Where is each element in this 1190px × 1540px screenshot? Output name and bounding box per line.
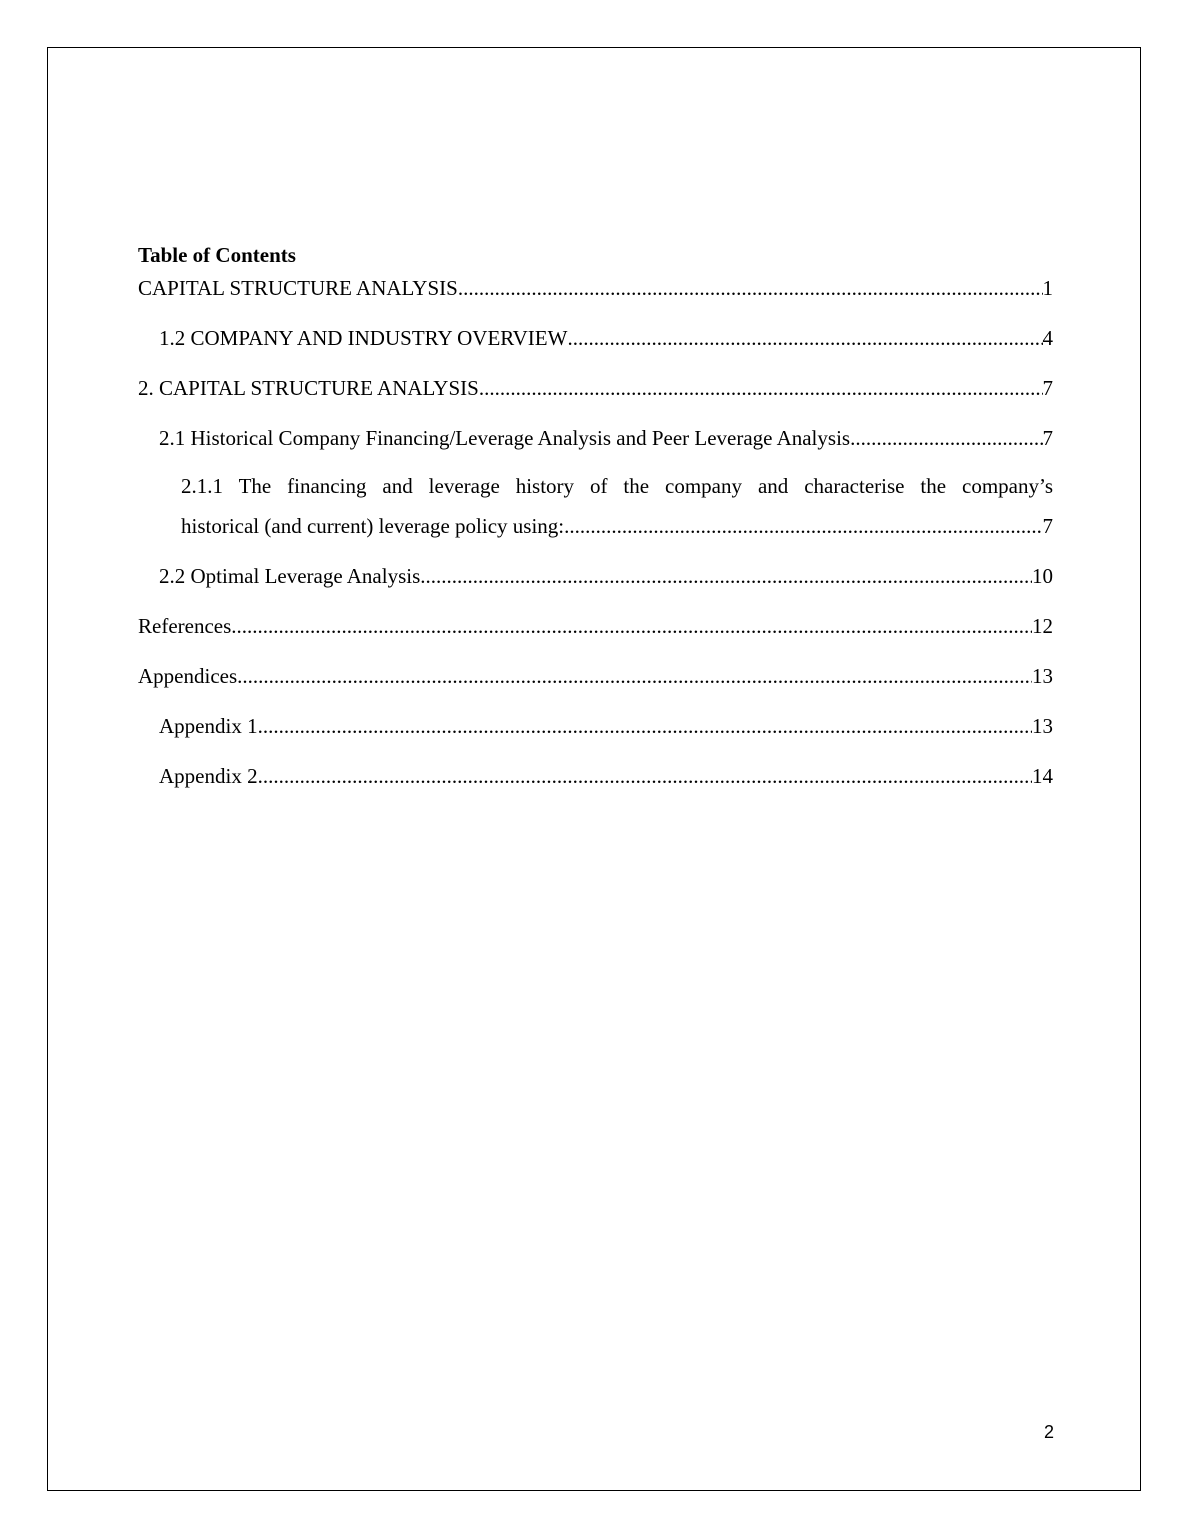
toc-entry-label: Appendices xyxy=(138,664,238,688)
toc-entry-label: Appendix 1 xyxy=(159,714,258,738)
toc-dot-leader xyxy=(237,664,1032,688)
toc-entry-2-capital-structure-analysis[interactable] xyxy=(138,376,1053,400)
toc-entry-historical-financing[interactable] xyxy=(138,426,1053,450)
toc-entry-label: CAPITAL STRUCTURE ANALYSIS xyxy=(138,276,458,300)
table-of-contents xyxy=(138,242,1053,788)
toc-entry-label: Appendix 2 xyxy=(159,764,258,788)
toc-entry-optimal-leverage[interactable] xyxy=(138,564,1053,588)
toc-dot-leader xyxy=(231,614,1032,638)
toc-entry-label-line2: historical (and current) leverage policy using: xyxy=(181,514,565,538)
toc-entry-page: 7 xyxy=(1042,426,1053,450)
toc-entry-page: 7 xyxy=(1042,514,1053,538)
toc-entry-page: 13 xyxy=(1032,664,1053,688)
toc-entry-financing-leverage-history[interactable] xyxy=(138,466,1053,546)
toc-dot-leader xyxy=(420,564,1032,588)
toc-dot-leader xyxy=(458,276,1043,300)
toc-dot-leader xyxy=(479,376,1043,400)
toc-entry-page: 1 xyxy=(1042,276,1053,300)
toc-dot-leader xyxy=(258,764,1032,788)
toc-dot-leader xyxy=(850,426,1042,450)
toc-entry-label: 1.2 COMPANY AND INDUSTRY OVERVIEW xyxy=(159,326,568,350)
toc-entry-label: References xyxy=(138,614,232,638)
toc-entry-page: 12 xyxy=(1032,614,1053,638)
toc-entry-label: 2. CAPITAL STRUCTURE ANALYSIS xyxy=(138,376,479,400)
toc-entry-page: 13 xyxy=(1032,714,1053,738)
toc-entry-line2 xyxy=(181,506,1053,546)
toc-entry-page: 7 xyxy=(1042,376,1053,400)
toc-dot-leader xyxy=(564,506,1042,546)
toc-entry-appendices[interactable] xyxy=(138,664,1053,688)
toc-entry-appendix-1[interactable] xyxy=(138,714,1053,738)
toc-heading: Table of Contents xyxy=(138,243,296,267)
toc-entry-page: 4 xyxy=(1042,326,1053,350)
toc-entry-label-line1: 2.1.1 The financing and leverage history of the company and characterise the company’s xyxy=(181,474,1053,498)
page-number: 2 xyxy=(1043,1422,1054,1442)
toc-entry-capital-structure-analysis[interactable] xyxy=(138,276,1053,300)
toc-entry-company-industry-overview[interactable] xyxy=(138,326,1053,350)
toc-entry-page: 14 xyxy=(1032,764,1053,788)
toc-dot-leader xyxy=(567,326,1042,350)
toc-entry-label: 2.1 Historical Company Financing/Leverage Analysis and Peer Leverage Analysis xyxy=(159,426,851,450)
toc-dot-leader xyxy=(258,714,1032,738)
toc-entry-label: 2.2 Optimal Leverage Analysis xyxy=(159,564,421,588)
toc-entry-references[interactable] xyxy=(138,614,1053,638)
toc-entry-appendix-2[interactable] xyxy=(138,764,1053,788)
toc-entry-page: 10 xyxy=(1032,564,1053,588)
